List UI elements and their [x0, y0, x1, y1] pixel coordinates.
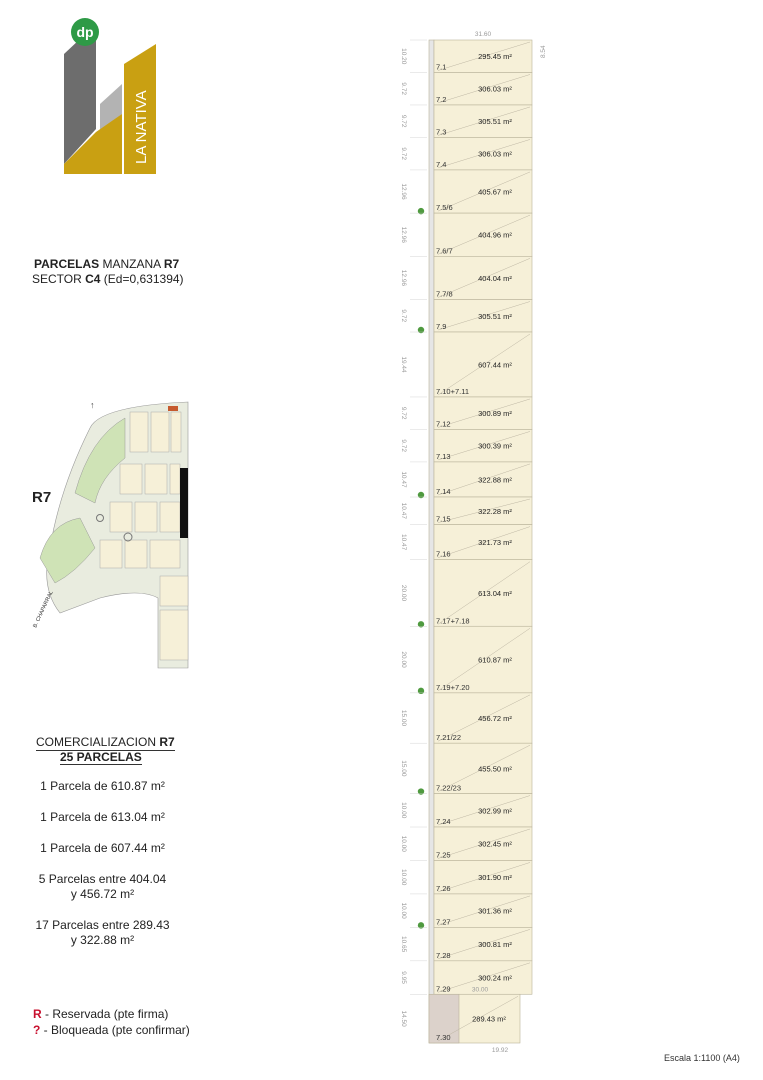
- parcel-id-label: 7.6/7: [436, 246, 453, 256]
- parcel-depth-label: 10.00: [400, 902, 407, 919]
- parcel-id-label: 7.26: [436, 883, 451, 893]
- tree-icon: [418, 208, 424, 214]
- commercial-title: [36, 735, 175, 751]
- parcel-depth-label: 15.00: [400, 709, 407, 727]
- parcel-area-label: 404.04 m²: [478, 273, 512, 283]
- parcel-plan-layer: [400, 31, 547, 1054]
- tree-icon: [418, 492, 424, 498]
- parcel-area-label: 404.96 m²: [478, 230, 512, 240]
- parcel-depth-label: 9.72: [400, 82, 407, 96]
- location-minimap: [30, 398, 190, 688]
- parcel-id-label: 7.4: [436, 159, 447, 169]
- parcel-depth-label: 12.96: [400, 269, 407, 287]
- legend-blocked-key: ?: [33, 1023, 41, 1037]
- parcel-depth-label: 9.95: [400, 971, 407, 984]
- north-arrow-icon: ↑: [90, 400, 95, 410]
- parcel-id-label: 7.10+7.11: [436, 386, 470, 396]
- parcel-area-label: 300.81 m²: [478, 940, 512, 950]
- minimap-reserved-marker: [168, 406, 178, 411]
- minimap-street-label: B. CHAPARRAL: [32, 590, 55, 629]
- scale-label: Escala 1:1100 (A4): [664, 1053, 740, 1063]
- tree-icon: [418, 788, 424, 794]
- top-dimension-label: 31.60: [474, 31, 492, 38]
- parcel-depth-label: 9.72: [400, 114, 407, 128]
- parcel-area-label: 405.67 m²: [478, 187, 512, 197]
- legend-blocked: [33, 1023, 190, 1037]
- parcel-area-label: 456.72 m²: [478, 714, 512, 724]
- logo-wordmark: LA NATIVA: [133, 90, 150, 164]
- page-title: [34, 257, 179, 272]
- legend-reserved-text: - Reservada (pte firma): [41, 1007, 169, 1021]
- parcel-id-label: 7.14: [436, 487, 451, 497]
- parcel-area-label: 305.51 m²: [478, 117, 512, 127]
- commercial-title-block: R7: [159, 735, 175, 749]
- summary-line: 1 Parcela de 607.44 m²: [40, 841, 165, 855]
- parcel-depth-label: 15.00: [400, 760, 407, 777]
- tree-icon: [418, 922, 424, 928]
- parcel-depth-label: 14.50: [400, 1010, 407, 1027]
- parcel-area-label: 302.99 m²: [478, 806, 512, 816]
- parcel-depth-label: 10.47: [400, 471, 407, 488]
- parcel-id-label: 7.16: [436, 549, 451, 559]
- corner-dimension-label: 8.54: [540, 45, 547, 58]
- parcel-id-label: 7.30: [436, 1033, 451, 1042]
- commercial-title-text: COMERCIALIZACION: [36, 735, 160, 749]
- parcel-area-label: 322.88 m²: [478, 475, 512, 485]
- parcel-area-label: 305.51 m²: [478, 311, 512, 321]
- parcel-id-label: 7.12: [436, 419, 451, 429]
- parcel-id-label: 7.13: [436, 451, 451, 461]
- sector-prefix: SECTOR: [32, 272, 86, 286]
- parcel-id-label: 7.9: [436, 322, 447, 332]
- parcel-id-label: 7.21/22: [436, 733, 462, 743]
- summary-line: 1 Parcela de 610.87 m²: [40, 779, 165, 793]
- parcel-depth-label: 19.44: [400, 356, 407, 373]
- parcel-area-label: 301.90 m²: [478, 873, 512, 883]
- commercial-subtitle: 25 PARCELAS: [60, 750, 142, 764]
- title-rest: MANZANA: [99, 257, 164, 271]
- parcel-area-label: 607.44 m²: [478, 360, 512, 370]
- parcel-area-label: 455.50 m²: [478, 764, 512, 774]
- parcel-area-label: 613.04 m²: [478, 588, 512, 598]
- summary-line: y 456.72 m²: [70, 887, 135, 901]
- parcel-depth-label: 10.20: [400, 48, 407, 65]
- title-block: R7: [163, 257, 180, 271]
- sector-line: [32, 272, 184, 287]
- parcel-area-label: 302.45 m²: [478, 839, 512, 849]
- legend-reserved-key: R: [33, 1007, 42, 1021]
- parcel-depth-label: 10.65: [400, 935, 407, 953]
- parcel-id-label: 7.3: [436, 127, 447, 137]
- parcel-id-label: 7.19+7.20: [436, 682, 470, 692]
- tree-icon: [418, 327, 424, 333]
- parcel-area-label: 300.24 m²: [478, 973, 512, 983]
- summary-line: 17 Parcelas entre 289.43: [35, 918, 170, 932]
- parcel-area-label: 321.73 m²: [478, 538, 512, 548]
- parcel-depth-label: 10.00: [400, 802, 407, 819]
- legend-blocked-text: - Bloqueada (pte confirmar): [40, 1023, 190, 1037]
- parcel-depth-label: 9.72: [400, 439, 407, 453]
- parcel-id-label: 7.15: [436, 514, 451, 524]
- parcel-depth-label: 10.47: [400, 534, 407, 551]
- parcel-depth-label: 9.72: [400, 309, 407, 323]
- parcel-id-label: 7.7/8: [436, 289, 453, 299]
- bottom-dimension-label: 19.92: [491, 1047, 509, 1054]
- legend-reserved: [33, 1007, 168, 1021]
- logo-badge-text: dp: [76, 24, 94, 40]
- parcel-depth-label: 12.96: [400, 183, 407, 200]
- summary-line: y 322.88 m²: [70, 933, 135, 947]
- parcel-id-label: 7.25: [436, 850, 451, 860]
- sector-code: C4: [85, 272, 101, 286]
- parcel-area-label: 295.45 m²: [478, 52, 512, 62]
- parcel-area-label: 306.03 m²: [478, 149, 512, 159]
- parcel-depth-label: 20.00: [400, 651, 407, 668]
- parcel-id-label: 7.1: [436, 62, 447, 72]
- tree-icon: [418, 688, 424, 694]
- parcel-depth-label: 9.72: [400, 147, 407, 161]
- parcel-id-label: 7.28: [436, 950, 451, 960]
- parcel-depth-label: 9.72: [400, 406, 407, 420]
- parcel-id-label: 7.2: [436, 94, 447, 104]
- bottom-inner-dimension-label: 30.00: [471, 986, 489, 994]
- sidewalk-strip: [429, 40, 434, 1043]
- parcel-depth-label: 12.96: [400, 226, 407, 243]
- summary-line: 5 Parcelas entre 404.04: [38, 872, 167, 886]
- minimap-highlight-r7: [180, 468, 188, 538]
- title-bold: PARCELAS: [34, 257, 100, 271]
- parcel-area-label: 300.39 m²: [478, 441, 512, 451]
- parcel-area-label: 322.28 m²: [478, 506, 512, 516]
- sector-rest: (Ed=0,631394): [100, 272, 184, 286]
- parcel-plan: [380, 28, 560, 1058]
- parcel-area-label: 610.87 m²: [478, 655, 512, 665]
- parcel-area-label: 289.43 m²: [472, 1014, 506, 1024]
- parcel-id-label: 7.5/6: [436, 203, 453, 213]
- parcel-area-label: 306.03 m²: [478, 84, 512, 94]
- la-nativa-logo: [40, 14, 170, 184]
- parcel-depth-label: 10.00: [400, 869, 407, 886]
- summary-line: 1 Parcela de 613.04 m²: [40, 810, 165, 824]
- parcel-area-label: 301.36 m²: [478, 906, 512, 916]
- tree-icon: [418, 621, 424, 627]
- parcel-id-label: 7.24: [436, 817, 451, 827]
- parcel-depth-label: 10.47: [400, 502, 407, 519]
- parcel-depth-label: 10.00: [400, 835, 407, 852]
- parcel-area-label: 300.89 m²: [478, 409, 512, 419]
- minimap-block-label: R7: [32, 489, 52, 506]
- parcel-id-label: 7.27: [436, 917, 451, 927]
- parcel-depth-label: 20.00: [400, 584, 407, 602]
- parcel-id-label: 7.22/23: [436, 783, 462, 793]
- parcel-id-label: 7.17+7.18: [436, 616, 470, 626]
- parcel-id-label: 7.29: [436, 984, 451, 994]
